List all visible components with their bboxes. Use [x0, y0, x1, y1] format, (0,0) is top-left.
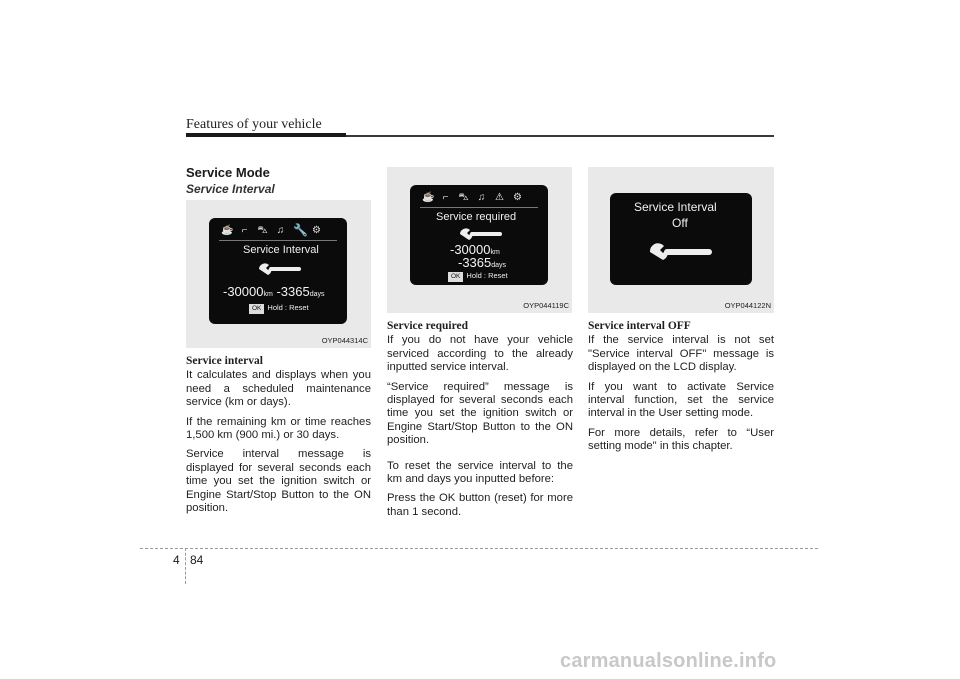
- screen-title: Service Interval: [243, 244, 319, 256]
- chapter-number: 4: [173, 553, 180, 567]
- km-unit: km: [490, 249, 500, 256]
- gear-icon: ⚙: [513, 192, 522, 203]
- days-unit: days: [491, 262, 507, 269]
- screen-separator: [420, 207, 538, 208]
- gear-icon: ⚙: [312, 225, 321, 236]
- paragraph: If the service interval is not set "Service interval OFF" message is displayed on the LCD display.: [588, 334, 774, 374]
- days-unit: days: [309, 291, 325, 298]
- paragraph: Service interval message is displayed for several seconds each time you set the ignition switch or Engine Start/Stop Button to the ON position.: [186, 448, 371, 515]
- km-value: -30000: [223, 284, 264, 299]
- cup-icon: ☕: [221, 225, 234, 236]
- lcd-screen: [410, 185, 548, 285]
- figure-service-required: [387, 167, 572, 313]
- remaining-values: [223, 284, 325, 299]
- paragraph: If the remaining km or time reaches 1,500 km (900 mi.) or 30 days.: [186, 415, 371, 442]
- figure-service-interval-off: [588, 167, 774, 313]
- watermark: carmanualsonline.info: [560, 650, 777, 672]
- paragraph: It calculates and displays when you need a scheduled maintenance service (km or days).: [186, 369, 371, 409]
- figure-service-interval: [186, 200, 371, 348]
- car-icon: ⛍: [257, 225, 268, 236]
- days-remaining: [458, 255, 506, 270]
- column-1: [186, 355, 371, 521]
- figure-code: OYP044314C: [321, 336, 368, 345]
- section-title: Service Mode: [186, 165, 270, 180]
- footer-divider: [185, 548, 186, 584]
- header-rule-accent: [186, 133, 346, 137]
- reset-hint: [448, 271, 508, 282]
- figure-code: OYP044119C: [523, 301, 569, 310]
- warning-icon: ⚠: [495, 192, 504, 203]
- music-note-icon: ♫: [276, 225, 285, 236]
- page-number: 84: [190, 553, 204, 567]
- ok-badge: OK: [249, 304, 264, 314]
- wrench-icon: [648, 241, 714, 263]
- km-unit: km: [263, 291, 273, 298]
- wrench-icon: [257, 261, 303, 277]
- lcd-screen: [209, 218, 347, 324]
- paragraph: Press the OK button (reset) for more than 1 second.: [387, 492, 573, 518]
- heading-service-required: Service required: [387, 320, 469, 332]
- paragraph: To reset the service interval to the km and days you inputted before:: [387, 459, 573, 486]
- paragraph: If you do not have your vehicle serviced according to the already inputted service interval.: [387, 334, 573, 374]
- header-title: Features of your vehicle: [186, 117, 322, 132]
- music-note-icon: ♫: [477, 192, 486, 203]
- screen-title: Service required: [436, 211, 517, 223]
- km-value: -30000: [450, 242, 491, 257]
- heading-service-interval: Service interval: [186, 355, 263, 367]
- paragraph: If you want to activate Service interval function, set the service interval in the User setting mode.: [588, 380, 774, 420]
- days-value: -3365: [458, 255, 492, 270]
- lcd-screen: [610, 193, 752, 285]
- car-icon: ⛍: [458, 192, 469, 203]
- wrench-icon: 🔧: [293, 223, 308, 237]
- menu-icon-bar: [221, 223, 322, 237]
- paragraph: For more details, refer to “User setting mode" in this chapter.: [588, 426, 774, 453]
- reset-hint: [249, 303, 309, 314]
- column-3: [588, 320, 774, 460]
- figure-code: OYP044122N: [724, 301, 771, 310]
- screen-title: Service Interval: [634, 200, 717, 214]
- screen-separator: [219, 240, 337, 241]
- door-icon: ⌐: [241, 225, 248, 236]
- heading-service-interval-off: Service interval OFF: [588, 320, 691, 332]
- reset-label: Hold : Reset: [267, 303, 309, 312]
- footer-rule: [140, 548, 818, 549]
- ok-badge: OK: [448, 272, 463, 282]
- door-icon: ⌐: [442, 192, 449, 203]
- wrench-icon: [458, 226, 504, 242]
- days-value: -3365: [276, 284, 310, 299]
- section-subtitle: Service Interval: [186, 182, 275, 196]
- paragraph: “Service required” message is displayed for several seconds each time you set the ignition switch or Engine Start/Stop Button to the ON position.: [387, 380, 573, 447]
- menu-icon-bar: [422, 193, 523, 202]
- cup-icon: ☕: [422, 192, 435, 203]
- status-off: Off: [672, 216, 688, 230]
- column-2: [387, 320, 573, 525]
- reset-label: Hold : Reset: [466, 271, 508, 280]
